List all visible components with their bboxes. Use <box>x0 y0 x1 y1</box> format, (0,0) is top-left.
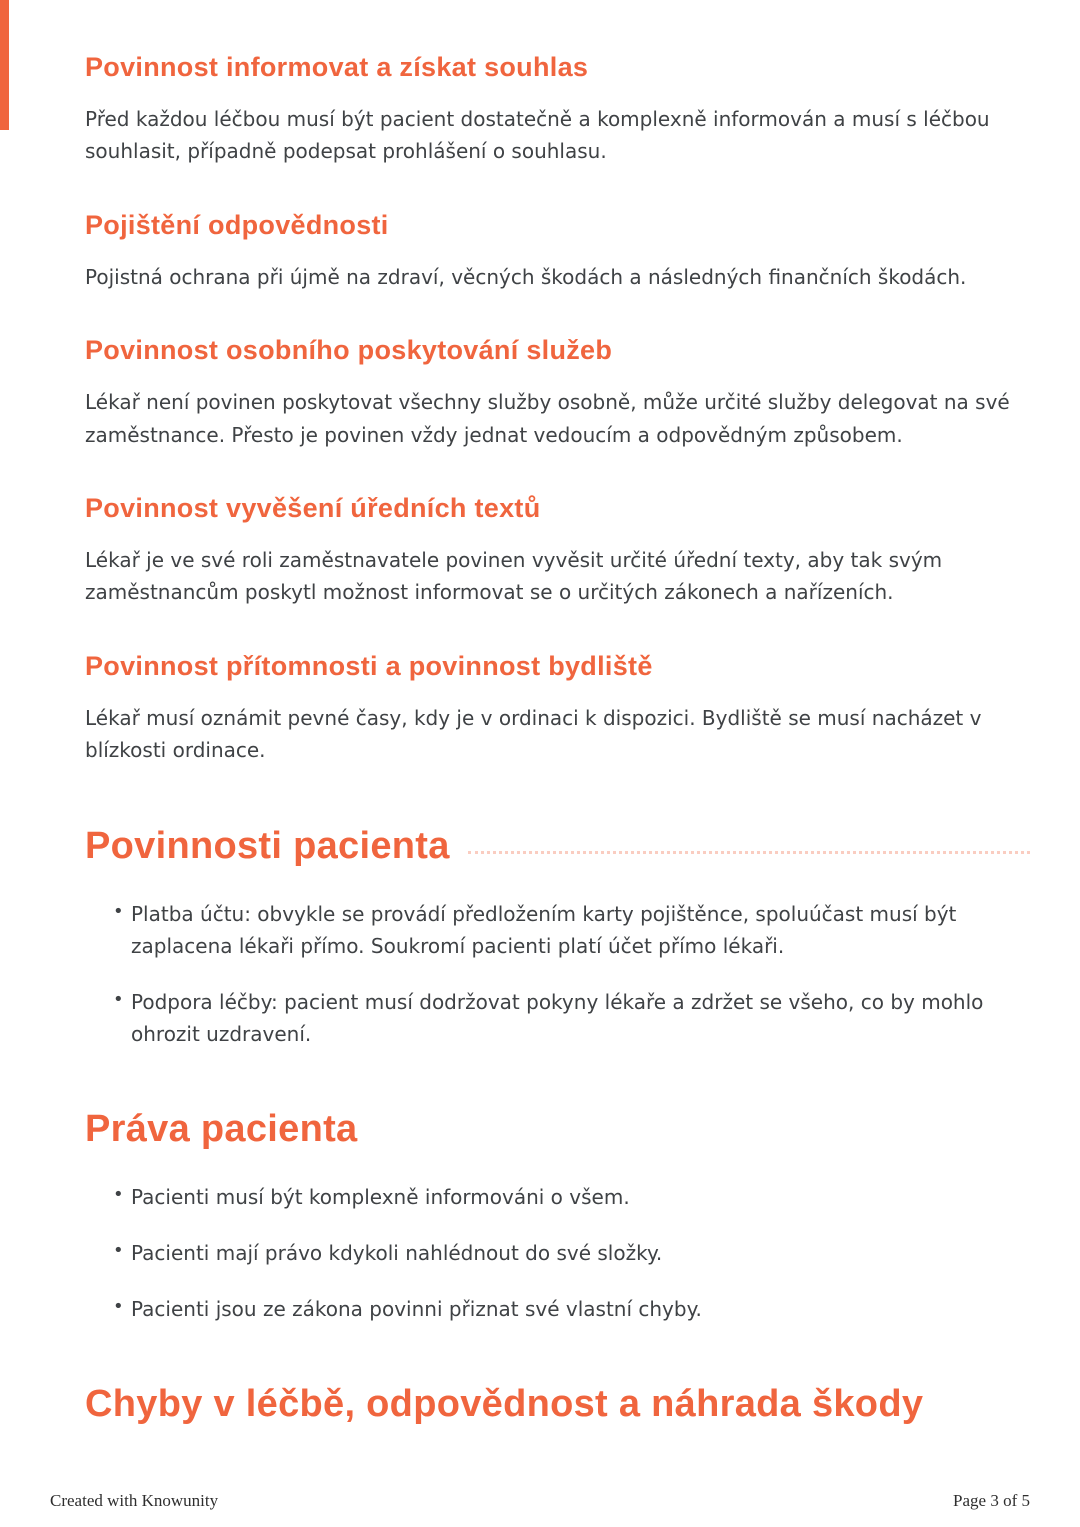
chapter-heading-row <box>85 825 1030 868</box>
dotted-divider <box>468 851 1030 854</box>
section-presence-residence <box>85 651 1030 767</box>
section-heading: Povinnost vyvěšení úředních textů <box>85 492 541 523</box>
section-heading: Povinnost přítomnosti a povinnost bydliště <box>85 650 653 681</box>
section-official-texts <box>85 493 1030 609</box>
section-paragraph: Pojistná ochrana při újmě na zdraví, věcných škodách a následných finančních škodách. <box>85 264 967 289</box>
section-heading: Povinnost osobního poskytování služeb <box>85 335 613 366</box>
footer-page-number: Page 3 of 5 <box>953 1491 1030 1510</box>
section-liability-insurance <box>85 210 1030 293</box>
list-item: • Pacienti musí být komplexně informováni o všem. <box>113 1181 1013 1213</box>
section-paragraph: Lékař je ve své roli zaměstnavatele povinen vyvěsit určité úřední texty, aby tak svým zaměstnancům poskytl možnost informovat se o určitých zákonech a nařízeních. <box>85 547 943 605</box>
section-heading: Povinnost informovat a získat souhlas <box>85 52 589 82</box>
list-item: • Pacienti mají právo kdykoli nahlédnout do své složky. <box>113 1237 1013 1269</box>
left-accent-bar <box>0 0 9 130</box>
section-paragraph: Lékař není povinen poskytovat všechny služby osobně, může určité služby delegovat na své zaměstnance. Přesto je povinen vždy jednat vedoucím a odpovědným způsobem. <box>85 390 1010 447</box>
section-personal-services <box>85 335 1030 451</box>
chapter-heading-treatment-errors: Chyby v léčbě, odpovědnost a náhrada škody <box>85 1382 924 1425</box>
bullet-list-patient-duties <box>85 898 1030 1050</box>
page-footer <box>0 1491 1080 1511</box>
chapter-heading-patient-duties: Povinnosti pacienta <box>85 824 450 867</box>
section-paragraph: Před každou léčbou musí být pacient dostatečně a komplexně informován a musí s léčbou souhlasit, případně podepsat prohlášení o souhlasu. <box>85 107 990 164</box>
section-heading: Pojištění odpovědnosti <box>85 209 389 240</box>
footer-branding: Created with Knowunity <box>50 1491 219 1510</box>
list-item: • Pacienti jsou ze zákona povinni přiznat své vlastní chyby. <box>113 1293 1013 1325</box>
list-item: • Platba účtu: obvykle se provádí předložením karty pojištěnce, spoluúčast musí být zaplacena lékaři přímo. Soukromí pacienti platí účet přímo lékaři. <box>113 898 1013 962</box>
chapter-heading-patient-rights: Práva pacienta <box>85 1107 358 1150</box>
list-item: • Podpora léčby: pacient musí dodržovat pokyny lékaře a zdržet se všeho, co by mohlo ohrozit uzdravení. <box>113 986 1013 1050</box>
bullet-list-patient-rights <box>85 1181 1030 1325</box>
section-paragraph: Lékař musí oznámit pevné časy, kdy je v ordinaci k dispozici. Bydliště se musí nacházet v blízkosti ordinace. <box>85 705 982 763</box>
section-informed-consent <box>85 52 1030 168</box>
